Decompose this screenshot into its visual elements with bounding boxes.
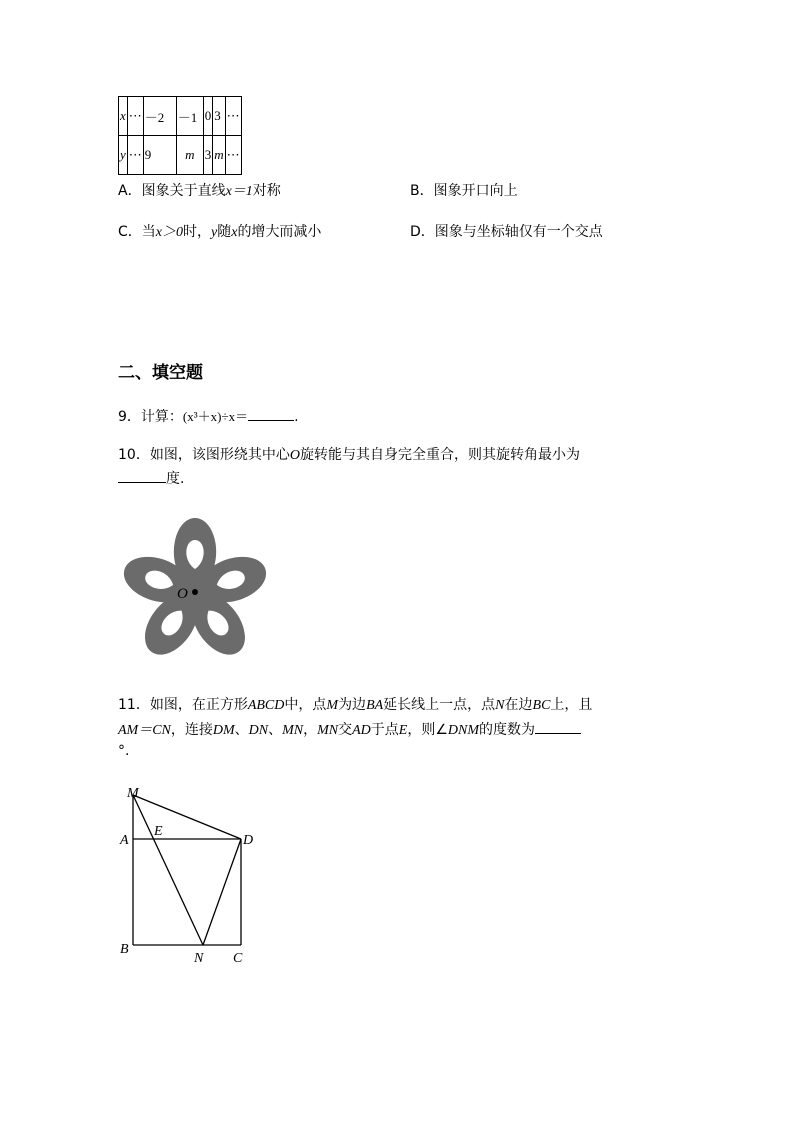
option-c-math: x＞0 xyxy=(155,225,183,240)
q11-text: 、 xyxy=(234,722,249,738)
table-cell: ⋯ xyxy=(127,97,143,136)
table-cell: 3 xyxy=(203,136,213,175)
q11-text: 中，点 xyxy=(284,697,327,713)
q11-text: ，则∠ xyxy=(407,722,448,738)
table-cell: 9 xyxy=(143,136,176,175)
table-cell: ⋯ xyxy=(127,136,143,175)
label-m: M xyxy=(127,786,139,801)
segment-md xyxy=(133,795,241,839)
table-cell: ⋯ xyxy=(225,136,241,175)
q9-math: (x³＋x)÷x＝ xyxy=(182,409,249,424)
option-c-math: y xyxy=(211,225,218,240)
option-a-text: A．图象关于直线 xyxy=(118,183,226,199)
question-11-line3: °. xyxy=(118,743,130,759)
option-d: D．图象与坐标轴仅有一个交点 xyxy=(410,224,603,240)
label-b: B xyxy=(120,942,129,957)
center-label: O xyxy=(177,586,188,602)
q11-text: 上，且 xyxy=(550,697,593,713)
table-cell: 0 xyxy=(203,97,213,136)
q10-math: O xyxy=(289,448,300,463)
option-a-text-end: 对称 xyxy=(252,183,281,199)
q11-text: 、 xyxy=(268,722,283,738)
table-cell: ⋯ xyxy=(225,97,241,136)
option-a-math: x＝1 xyxy=(225,184,253,199)
table-row-x xyxy=(119,97,242,136)
question-10-line2 xyxy=(118,468,184,488)
question-11-line1 xyxy=(118,694,592,714)
value-table xyxy=(118,96,242,175)
question-9 xyxy=(118,406,299,426)
table-cell: 3 xyxy=(213,97,225,136)
q11-text: 于点 xyxy=(370,722,399,738)
option-c-text: 随 xyxy=(217,224,232,240)
q11-text: 的度数为 xyxy=(479,722,536,738)
answer-blank xyxy=(248,420,294,421)
table-cell: y xyxy=(119,136,128,175)
question-10-line1 xyxy=(118,444,580,464)
table-cell: －1 xyxy=(176,97,203,136)
q11-math: E xyxy=(398,723,408,738)
q11-text: ，连接 xyxy=(170,722,213,738)
q11-text: 交 xyxy=(338,722,353,738)
square-figure xyxy=(110,780,270,970)
q11-math: N xyxy=(495,698,505,713)
option-c-text: 时， xyxy=(183,224,211,240)
q11-math: DM xyxy=(212,723,235,738)
q10-text: 旋转能与其自身完全重合，则其旋转角最小为 xyxy=(299,447,580,463)
q9-suffix: . xyxy=(294,409,299,425)
label-a: A xyxy=(120,833,129,848)
question-11-line2 xyxy=(118,719,581,739)
q11-math: AD xyxy=(352,723,371,738)
label-n: N xyxy=(194,951,204,966)
q11-text: 11．如图，在正方形 xyxy=(118,697,248,713)
q11-text: ， xyxy=(303,722,318,738)
q11-math: AM＝CN xyxy=(118,723,171,738)
option-a xyxy=(118,180,281,200)
label-d: D xyxy=(243,833,254,848)
option-c-text: 的增大而减小 xyxy=(237,224,322,240)
q10-text: 10．如图，该图形绕其中心 xyxy=(118,447,290,463)
label-e: E xyxy=(154,824,163,839)
answer-blank xyxy=(118,482,166,483)
table-cell: x xyxy=(119,97,128,136)
center-point xyxy=(192,589,198,595)
flower-figure xyxy=(116,512,274,670)
q11-text: 在边 xyxy=(504,697,533,713)
q11-text: 为边 xyxy=(338,697,367,713)
q11-math: MN xyxy=(282,723,304,738)
q11-math: BA xyxy=(366,698,384,713)
segment-nd xyxy=(203,839,241,945)
table-cell: m xyxy=(176,136,203,175)
q11-math: DN xyxy=(248,723,269,738)
table-cell: m xyxy=(213,136,225,175)
q10-text: 度. xyxy=(166,471,185,487)
option-b: B．图象开口向上 xyxy=(410,183,518,199)
section-title: 二、填空题 xyxy=(118,363,203,383)
q11-math: DNM xyxy=(447,723,480,738)
option-c-text: C．当 xyxy=(118,224,156,240)
label-c: C xyxy=(233,951,243,966)
segment-mn xyxy=(133,795,203,945)
q11-math: MN xyxy=(317,723,339,738)
table-cell: －2 xyxy=(143,97,176,136)
option-c-math: x xyxy=(231,225,238,240)
option-c xyxy=(118,221,321,241)
q9-prefix: 9．计算： xyxy=(118,409,183,425)
q11-text: 延长线上一点，点 xyxy=(383,697,496,713)
answer-blank xyxy=(535,733,581,734)
table-row-y xyxy=(119,136,242,175)
q11-math: BC xyxy=(532,698,551,713)
q11-math: M xyxy=(326,698,339,713)
q11-math: ABCD xyxy=(247,698,285,713)
